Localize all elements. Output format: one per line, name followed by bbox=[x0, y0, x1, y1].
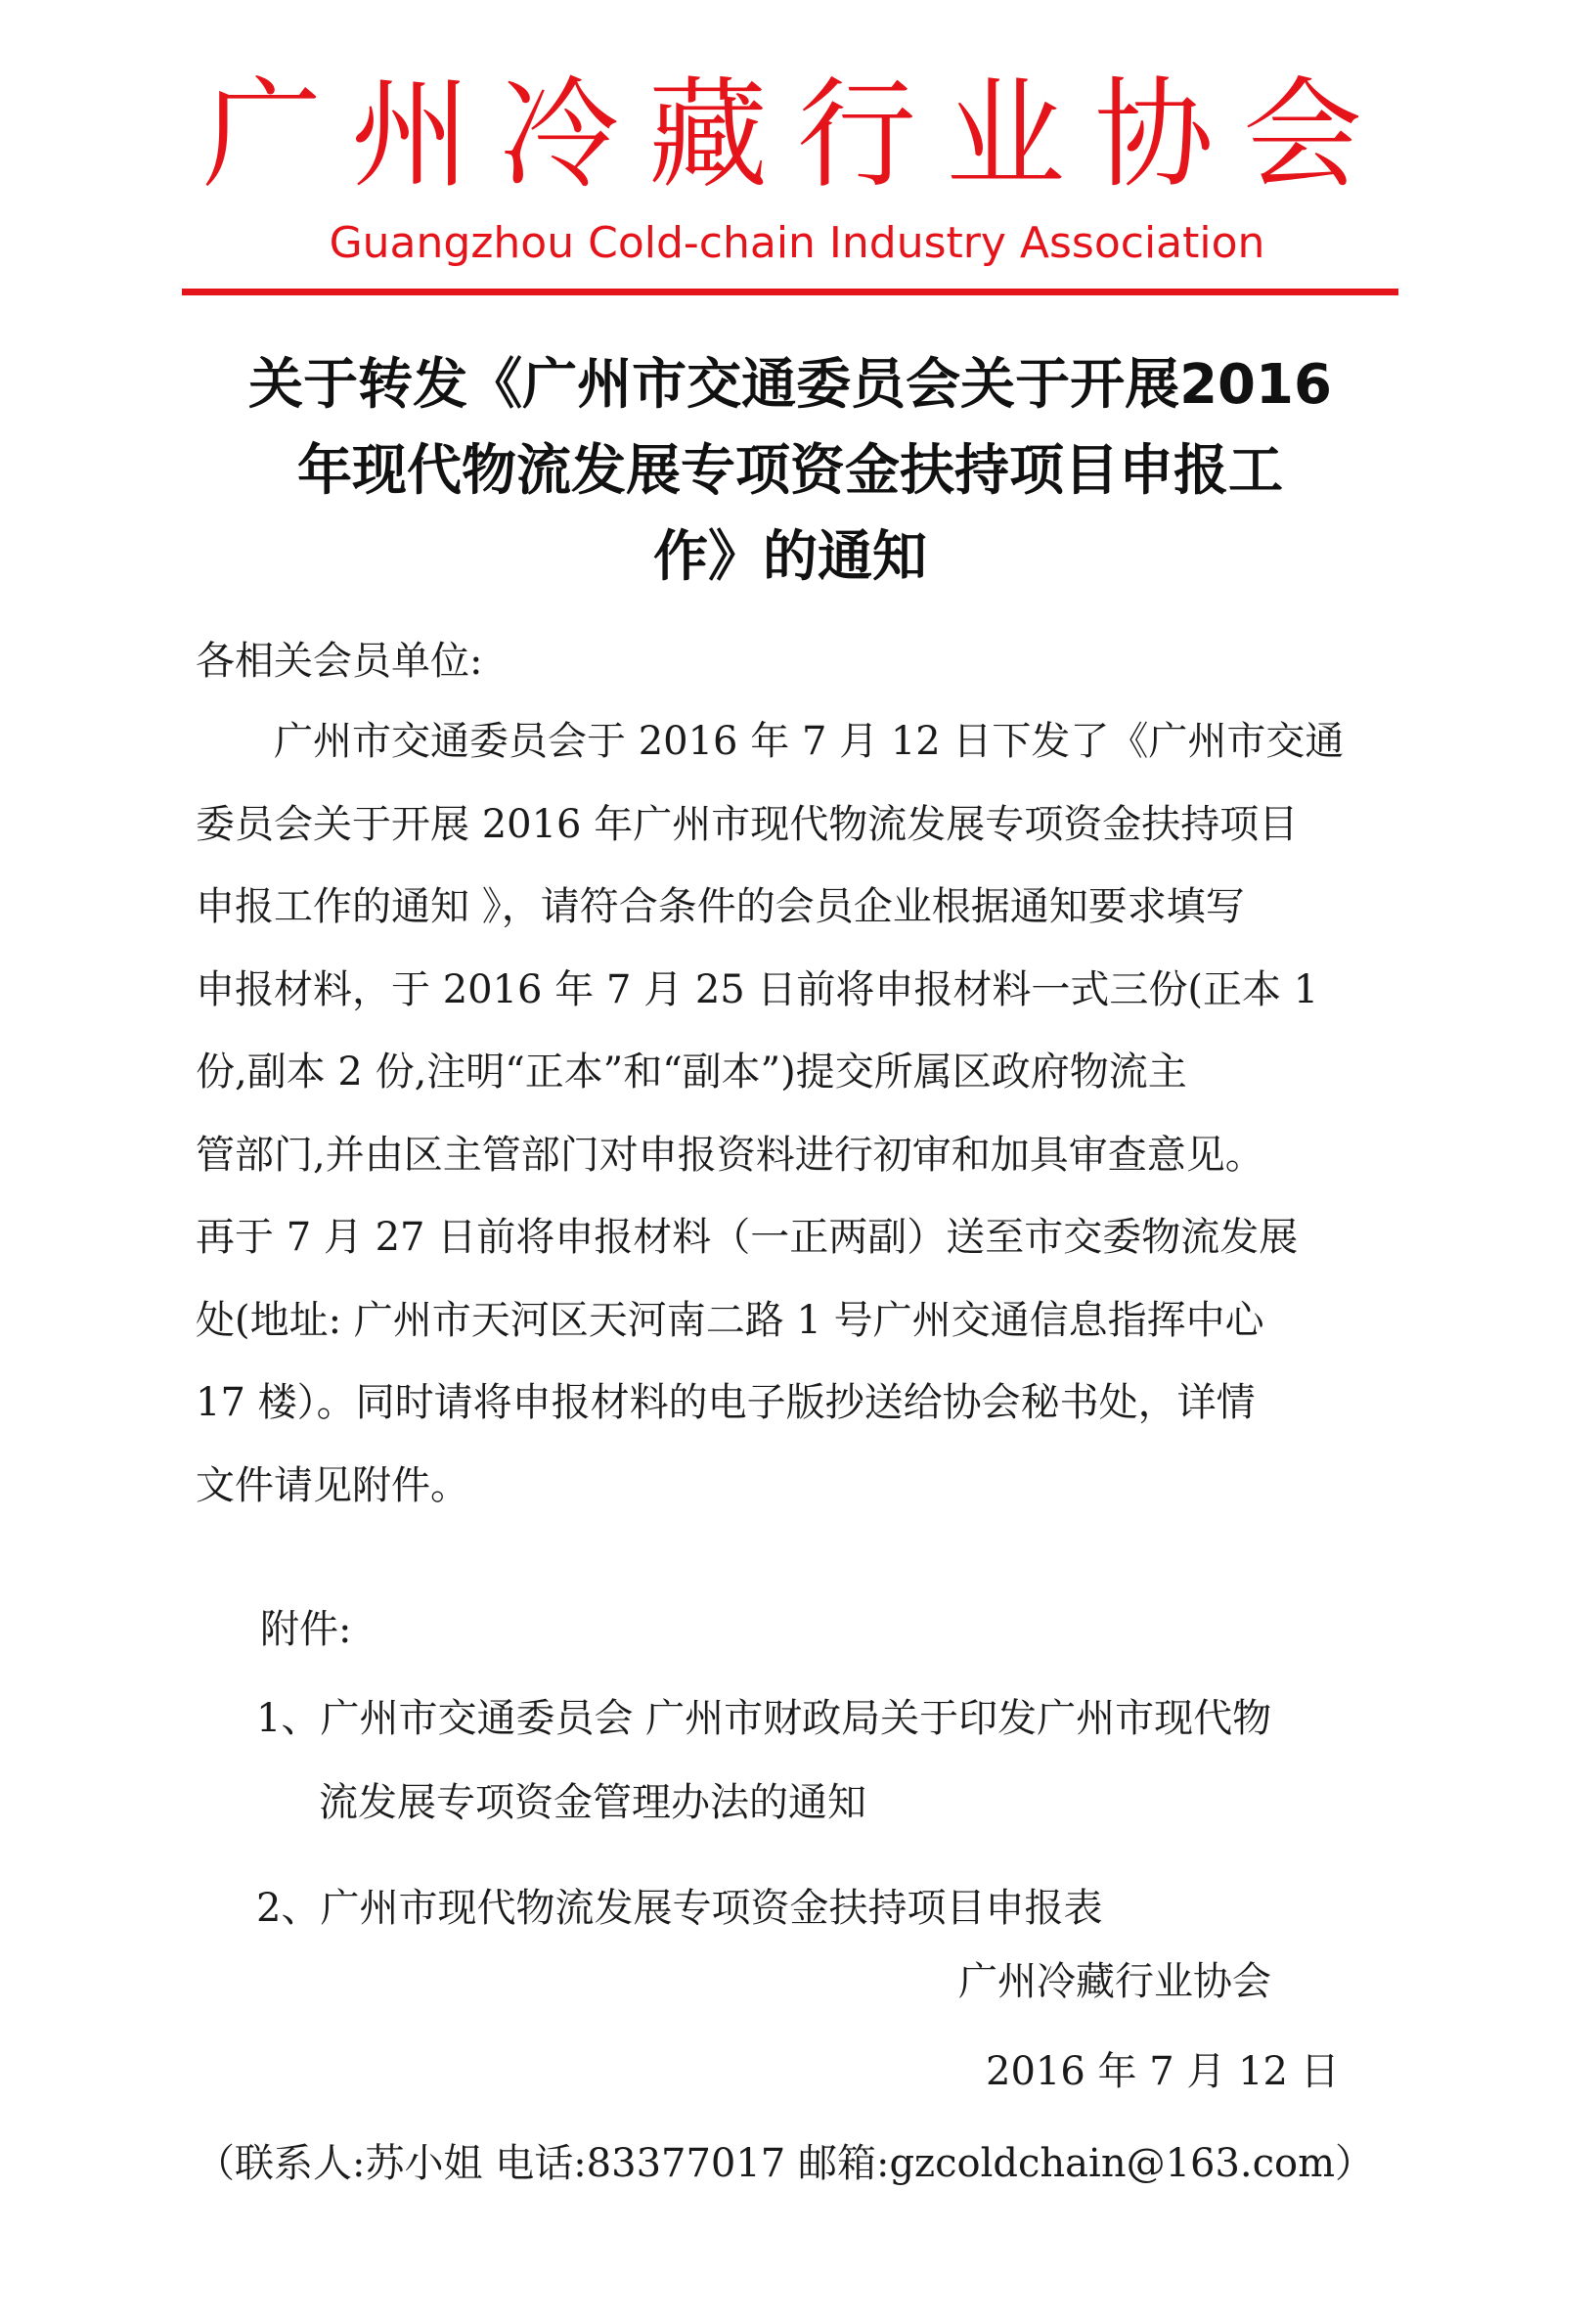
body-line: 委员会关于开展 2016 年广州市现代物流发展专项资金扶持项目 bbox=[196, 801, 1299, 847]
attachments-list bbox=[256, 1676, 1391, 1950]
attachment-item-line: 1、广州市交通委员会 广州市财政局关于印发广州市现代物 bbox=[256, 1696, 1272, 1741]
document-title-line: 关于转发《广州市交通委员会关于开展2016 bbox=[248, 353, 1332, 417]
attachment-item-line: 流发展专项资金管理办法的通知 bbox=[319, 1780, 866, 1825]
salutation: 各相关会员单位: bbox=[196, 639, 483, 684]
letterhead-divider bbox=[182, 289, 1398, 295]
document-title-line: 年现代物流发展专项资金扶持项目申报工 bbox=[297, 439, 1283, 503]
body-line: 再于 7 月 27 日前将申报材料（一正两副）送至市交委物流发展 bbox=[196, 1215, 1299, 1260]
body-paragraph bbox=[196, 700, 1379, 1527]
signature-org: 广州冷藏行业协会 bbox=[958, 1959, 1271, 2004]
contact-info: （联系人:苏小姐 电话:83377017 邮箱:gzcoldchain@163.com） bbox=[196, 2141, 1375, 2186]
attachment-item bbox=[256, 1676, 1391, 1845]
document-title-line: 作》的通知 bbox=[653, 525, 927, 589]
body-line: 处(地址: 广州市天河区天河南二路 1 号广州交通信息指挥中心 bbox=[196, 1297, 1264, 1343]
body-line: 申报材料，于 2016 年 7 月 25 日前将申报材料一式三份(正本 1 bbox=[196, 966, 1319, 1012]
body-line: 份,副本 2 份,注明“正本”和“副本”)提交所属区政府物流主 bbox=[196, 1050, 1187, 1095]
attachment-item bbox=[256, 1866, 1391, 1950]
attachments-label: 附件: bbox=[260, 1607, 352, 1652]
body-line: 文件请见附件。 bbox=[196, 1462, 469, 1508]
letterhead-org-name-cn: 广州冷藏行业协会 bbox=[202, 66, 1392, 204]
document-title bbox=[182, 342, 1398, 601]
letterhead-org-name-en: Guangzhou Cold-chain Industry Association bbox=[329, 218, 1265, 268]
body-line: 申报工作的通知 》，请符合条件的会员企业根据通知要求填写 bbox=[196, 884, 1245, 929]
attachment-item-line: 2、广州市现代物流发展专项资金扶持项目申报表 bbox=[256, 1886, 1103, 1931]
body-line: 17 楼）。同时请将申报材料的电子版抄送给协会秘书处，详情 bbox=[196, 1380, 1256, 1425]
body-line: 广州市交通委员会于 2016 年 7 月 12 日下发了《广州市交通 bbox=[274, 719, 1345, 764]
signature-date: 2016 年 7 月 12 日 bbox=[986, 2049, 1340, 2094]
body-line: 管部门,并由区主管部门对申报资料进行初审和加具审查意见。 bbox=[196, 1132, 1264, 1178]
